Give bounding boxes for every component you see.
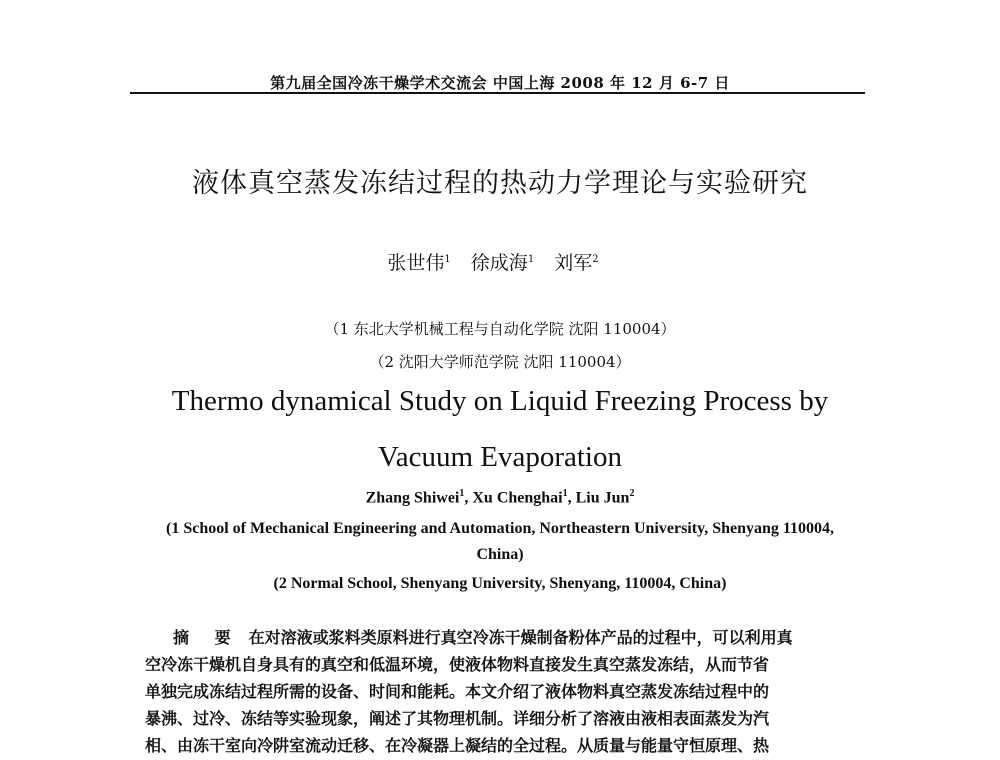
author-affiliation-mark: 1 <box>459 488 465 499</box>
abstract-line: 相、由冻干室向冷阱室流动迁移、在冷凝器上凝结的全过程。从质量与能量守恒原理、热 <box>145 736 770 755</box>
author-cn: 刘军 <box>554 252 593 274</box>
affiliation-en-2: (2 Normal School, Shenyang University, Shenyang, 110004, China) <box>273 575 727 592</box>
author-en: Liu Jun <box>575 489 630 507</box>
title-en-line-2: Vacuum Evaporation <box>377 441 622 473</box>
authors-en <box>0 488 1000 507</box>
affiliation-cn-2: （2 沈阳大学师范学院 沈阳 110004） <box>369 353 631 371</box>
author-en: Xu Chenghai <box>472 489 563 507</box>
author-affiliation-mark: 2 <box>629 488 635 499</box>
abstract <box>145 624 857 759</box>
abstract-line-1 <box>145 624 857 651</box>
author-affiliation-mark: 2 <box>592 253 599 265</box>
author-separator: , <box>567 489 576 507</box>
header-rule <box>130 92 865 94</box>
author-cn: 张世伟 <box>387 252 445 274</box>
author-affiliation-mark: 1 <box>527 253 535 265</box>
abstract-text: 在对溶液或浆料类原料进行真空冷冻干燥制备粉体产品的过程中，可以利用真 <box>248 628 793 647</box>
affiliation-en-1-cont: China) <box>476 546 524 563</box>
author-affiliation-mark: 1 <box>444 253 451 265</box>
author-affiliation-mark: 1 <box>562 488 568 499</box>
title-cn: 液体真空蒸发冻结过程的热动力学理论与实验研究 <box>192 168 808 199</box>
abstract-line: 单独完成冻结过程所需的设备、时间和能耗。本文介绍了液体物料真空蒸发冻结过程中的 <box>145 682 770 701</box>
author-cn: 徐成海 <box>470 252 528 274</box>
authors-cn <box>0 248 1000 275</box>
author-separator: , <box>464 489 473 507</box>
abstract-label: 摘 要 <box>173 628 241 647</box>
author-en: Zhang Shiwei <box>365 489 460 507</box>
title-en-line-1: Thermo dynamical Study on Liquid Freezing Process by <box>171 385 829 417</box>
conference-header: 第九届全国冷冻干燥学术交流会 中国上海 2008 年 12 月 6-7 日 <box>270 74 730 92</box>
abstract-line: 空冷冻干燥机自身具有的真空和低温环境，使液体物料直接发生真空蒸发冻结，从而节省 <box>145 655 770 674</box>
affiliation-cn-1: （1 东北大学机械工程与自动化学院 沈阳 110004） <box>324 320 676 338</box>
affiliation-en-1: (1 School of Mechanical Engineering and Automation, Northeastern University, Shenyang 110004, <box>165 520 835 537</box>
abstract-line: 暴沸、过冷、冻结等实验现象，阐述了其物理机制。详细分析了溶液由液相表面蒸发为汽 <box>145 709 770 728</box>
